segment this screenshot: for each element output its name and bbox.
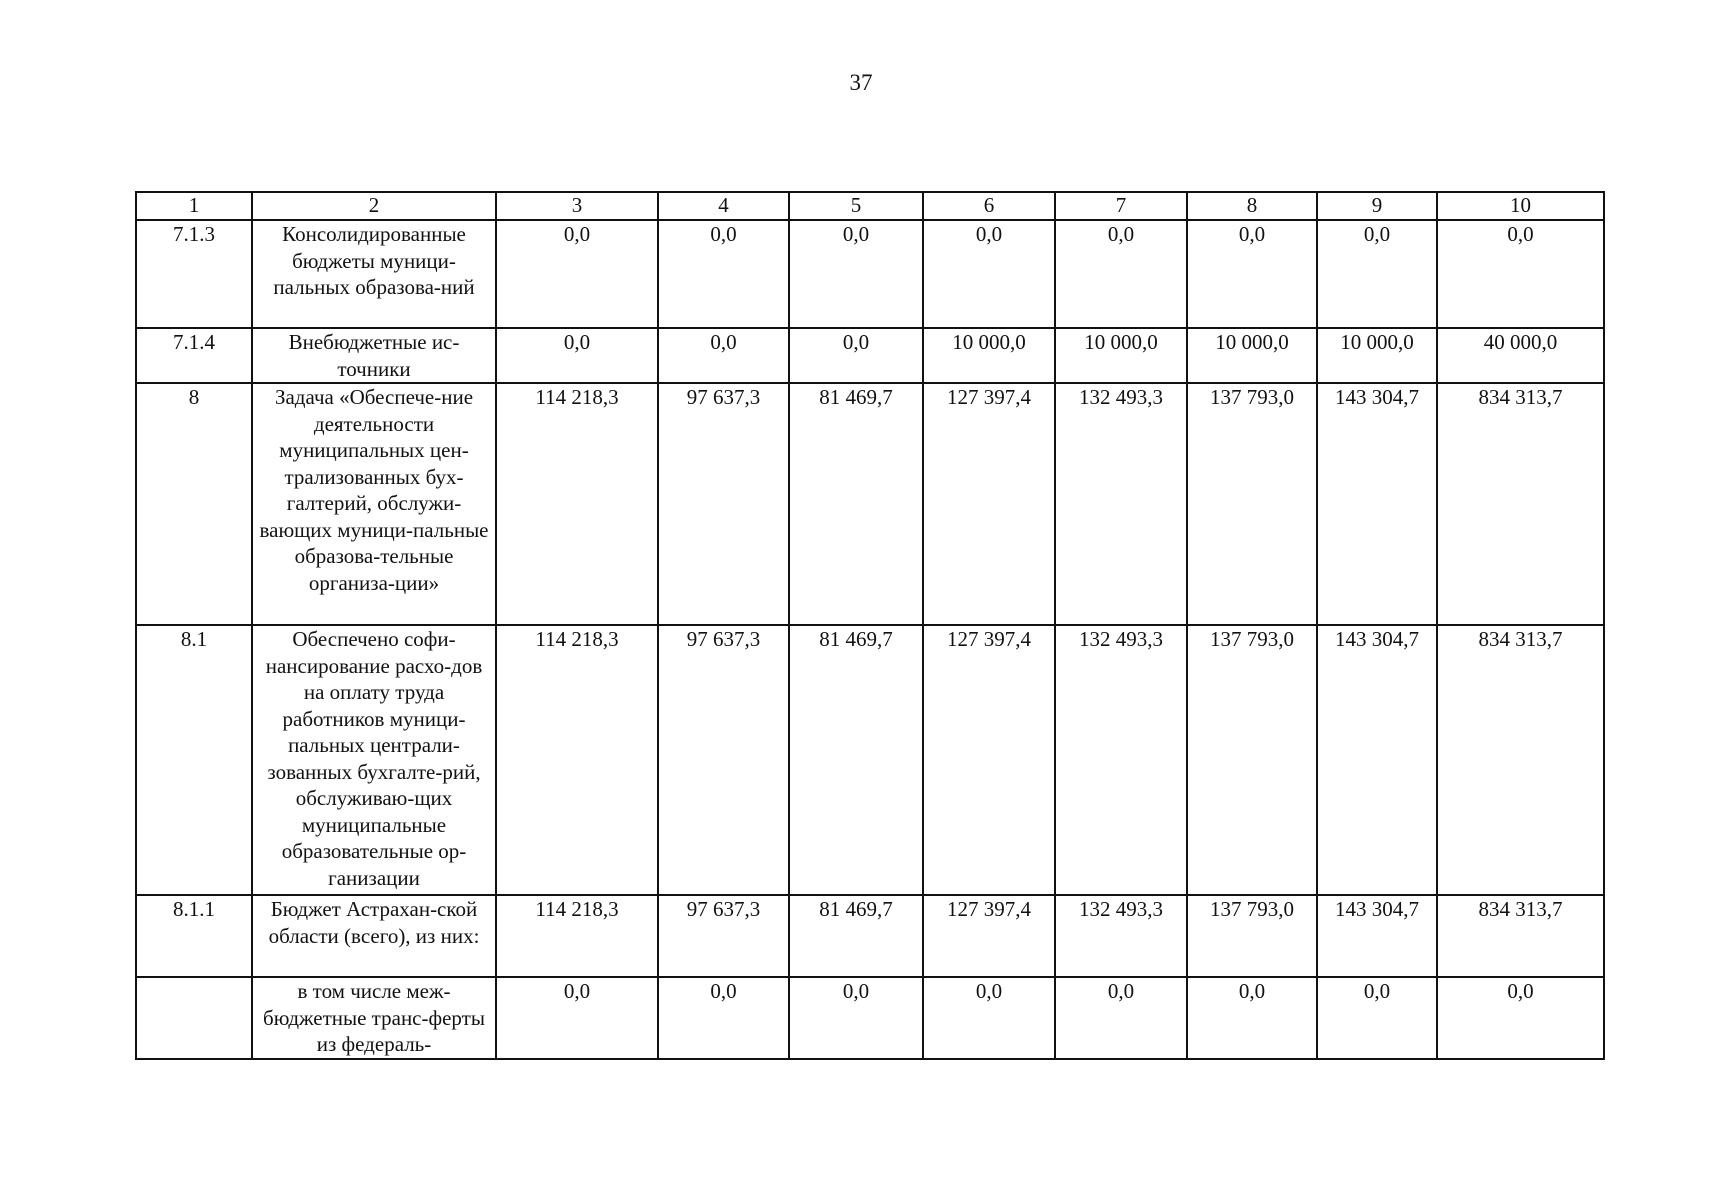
cell-value: 0,0 — [1187, 220, 1317, 328]
row-name: Консолидированные бюджеты муници-пальных образова-ний — [252, 220, 496, 328]
row-code: 8 — [136, 383, 252, 625]
cell-value: 143 304,7 — [1317, 625, 1437, 895]
cell-value: 0,0 — [496, 977, 658, 1059]
cell-value: 0,0 — [789, 977, 923, 1059]
row-code: 8.1 — [136, 625, 252, 895]
cell-value: 0,0 — [1055, 220, 1187, 328]
row-name: Внебюджетные ис-точники — [252, 328, 496, 383]
column-header: 3 — [496, 192, 658, 220]
row-code — [136, 977, 252, 1059]
table-row — [136, 328, 1604, 383]
column-header: 6 — [923, 192, 1055, 220]
row-code: 7.1.3 — [136, 220, 252, 328]
cell-value: 10 000,0 — [923, 328, 1055, 383]
cell-value: 10 000,0 — [1055, 328, 1187, 383]
column-header: 9 — [1317, 192, 1437, 220]
cell-value: 127 397,4 — [923, 625, 1055, 895]
column-header: 2 — [252, 192, 496, 220]
cell-value: 81 469,7 — [789, 895, 923, 977]
column-header: 5 — [789, 192, 923, 220]
cell-value: 0,0 — [658, 977, 789, 1059]
cell-value: 0,0 — [789, 328, 923, 383]
column-header: 8 — [1187, 192, 1317, 220]
row-name: в том числе меж-бюджетные транс-ферты из федераль- — [252, 977, 496, 1059]
cell-value: 834 313,7 — [1437, 895, 1604, 977]
row-name: Задача «Обеспече-ние деятельности муниципальных цен-трализованных бух-галтерий, обслужи-вающих муници-пальные образова-тельные организа-ции» — [252, 383, 496, 625]
column-header: 4 — [658, 192, 789, 220]
cell-value: 81 469,7 — [789, 625, 923, 895]
budget-table — [135, 191, 1605, 1060]
table-row — [136, 895, 1604, 977]
cell-value: 97 637,3 — [658, 895, 789, 977]
cell-value: 143 304,7 — [1317, 383, 1437, 625]
cell-value: 0,0 — [496, 328, 658, 383]
cell-value: 834 313,7 — [1437, 625, 1604, 895]
page-number: 37 — [849, 70, 873, 95]
cell-value: 127 397,4 — [923, 895, 1055, 977]
column-header: 1 — [136, 192, 252, 220]
cell-value: 137 793,0 — [1187, 625, 1317, 895]
cell-value: 0,0 — [923, 977, 1055, 1059]
cell-value: 132 493,3 — [1055, 383, 1187, 625]
cell-value: 0,0 — [1317, 220, 1437, 328]
cell-value: 114 218,3 — [496, 625, 658, 895]
table-header-row — [136, 192, 1604, 220]
cell-value: 0,0 — [1437, 220, 1604, 328]
cell-value: 0,0 — [1437, 977, 1604, 1059]
cell-value: 132 493,3 — [1055, 895, 1187, 977]
cell-value: 834 313,7 — [1437, 383, 1604, 625]
cell-value: 81 469,7 — [789, 383, 923, 625]
row-code: 7.1.4 — [136, 328, 252, 383]
cell-value: 0,0 — [1055, 977, 1187, 1059]
cell-value: 137 793,0 — [1187, 383, 1317, 625]
cell-value: 114 218,3 — [496, 895, 658, 977]
cell-value: 0,0 — [923, 220, 1055, 328]
cell-value: 0,0 — [658, 328, 789, 383]
row-name: Обеспечено софи-нансирование расхо-дов на оплату труда работников муници-пальных централи-зованных бухгалте-рий, обслуживаю-щих муниципальные образовательные ор-ганизации — [252, 625, 496, 895]
cell-value: 0,0 — [789, 220, 923, 328]
cell-value: 40 000,0 — [1437, 328, 1604, 383]
column-header: 7 — [1055, 192, 1187, 220]
cell-value: 0,0 — [658, 220, 789, 328]
cell-value: 97 637,3 — [658, 625, 789, 895]
row-code: 8.1.1 — [136, 895, 252, 977]
table-row — [136, 383, 1604, 625]
cell-value: 10 000,0 — [1317, 328, 1437, 383]
cell-value: 114 218,3 — [496, 383, 658, 625]
table-row — [136, 220, 1604, 328]
cell-value: 97 637,3 — [658, 383, 789, 625]
cell-value: 143 304,7 — [1317, 895, 1437, 977]
cell-value: 127 397,4 — [923, 383, 1055, 625]
row-name: Бюджет Астрахан-ской области (всего), из них: — [252, 895, 496, 977]
cell-value: 137 793,0 — [1187, 895, 1317, 977]
table-row — [136, 625, 1604, 895]
cell-value: 0,0 — [496, 220, 658, 328]
cell-value: 0,0 — [1317, 977, 1437, 1059]
cell-value: 132 493,3 — [1055, 625, 1187, 895]
cell-value: 10 000,0 — [1187, 328, 1317, 383]
table-row — [136, 977, 1604, 1059]
cell-value: 0,0 — [1187, 977, 1317, 1059]
column-header: 10 — [1437, 192, 1604, 220]
